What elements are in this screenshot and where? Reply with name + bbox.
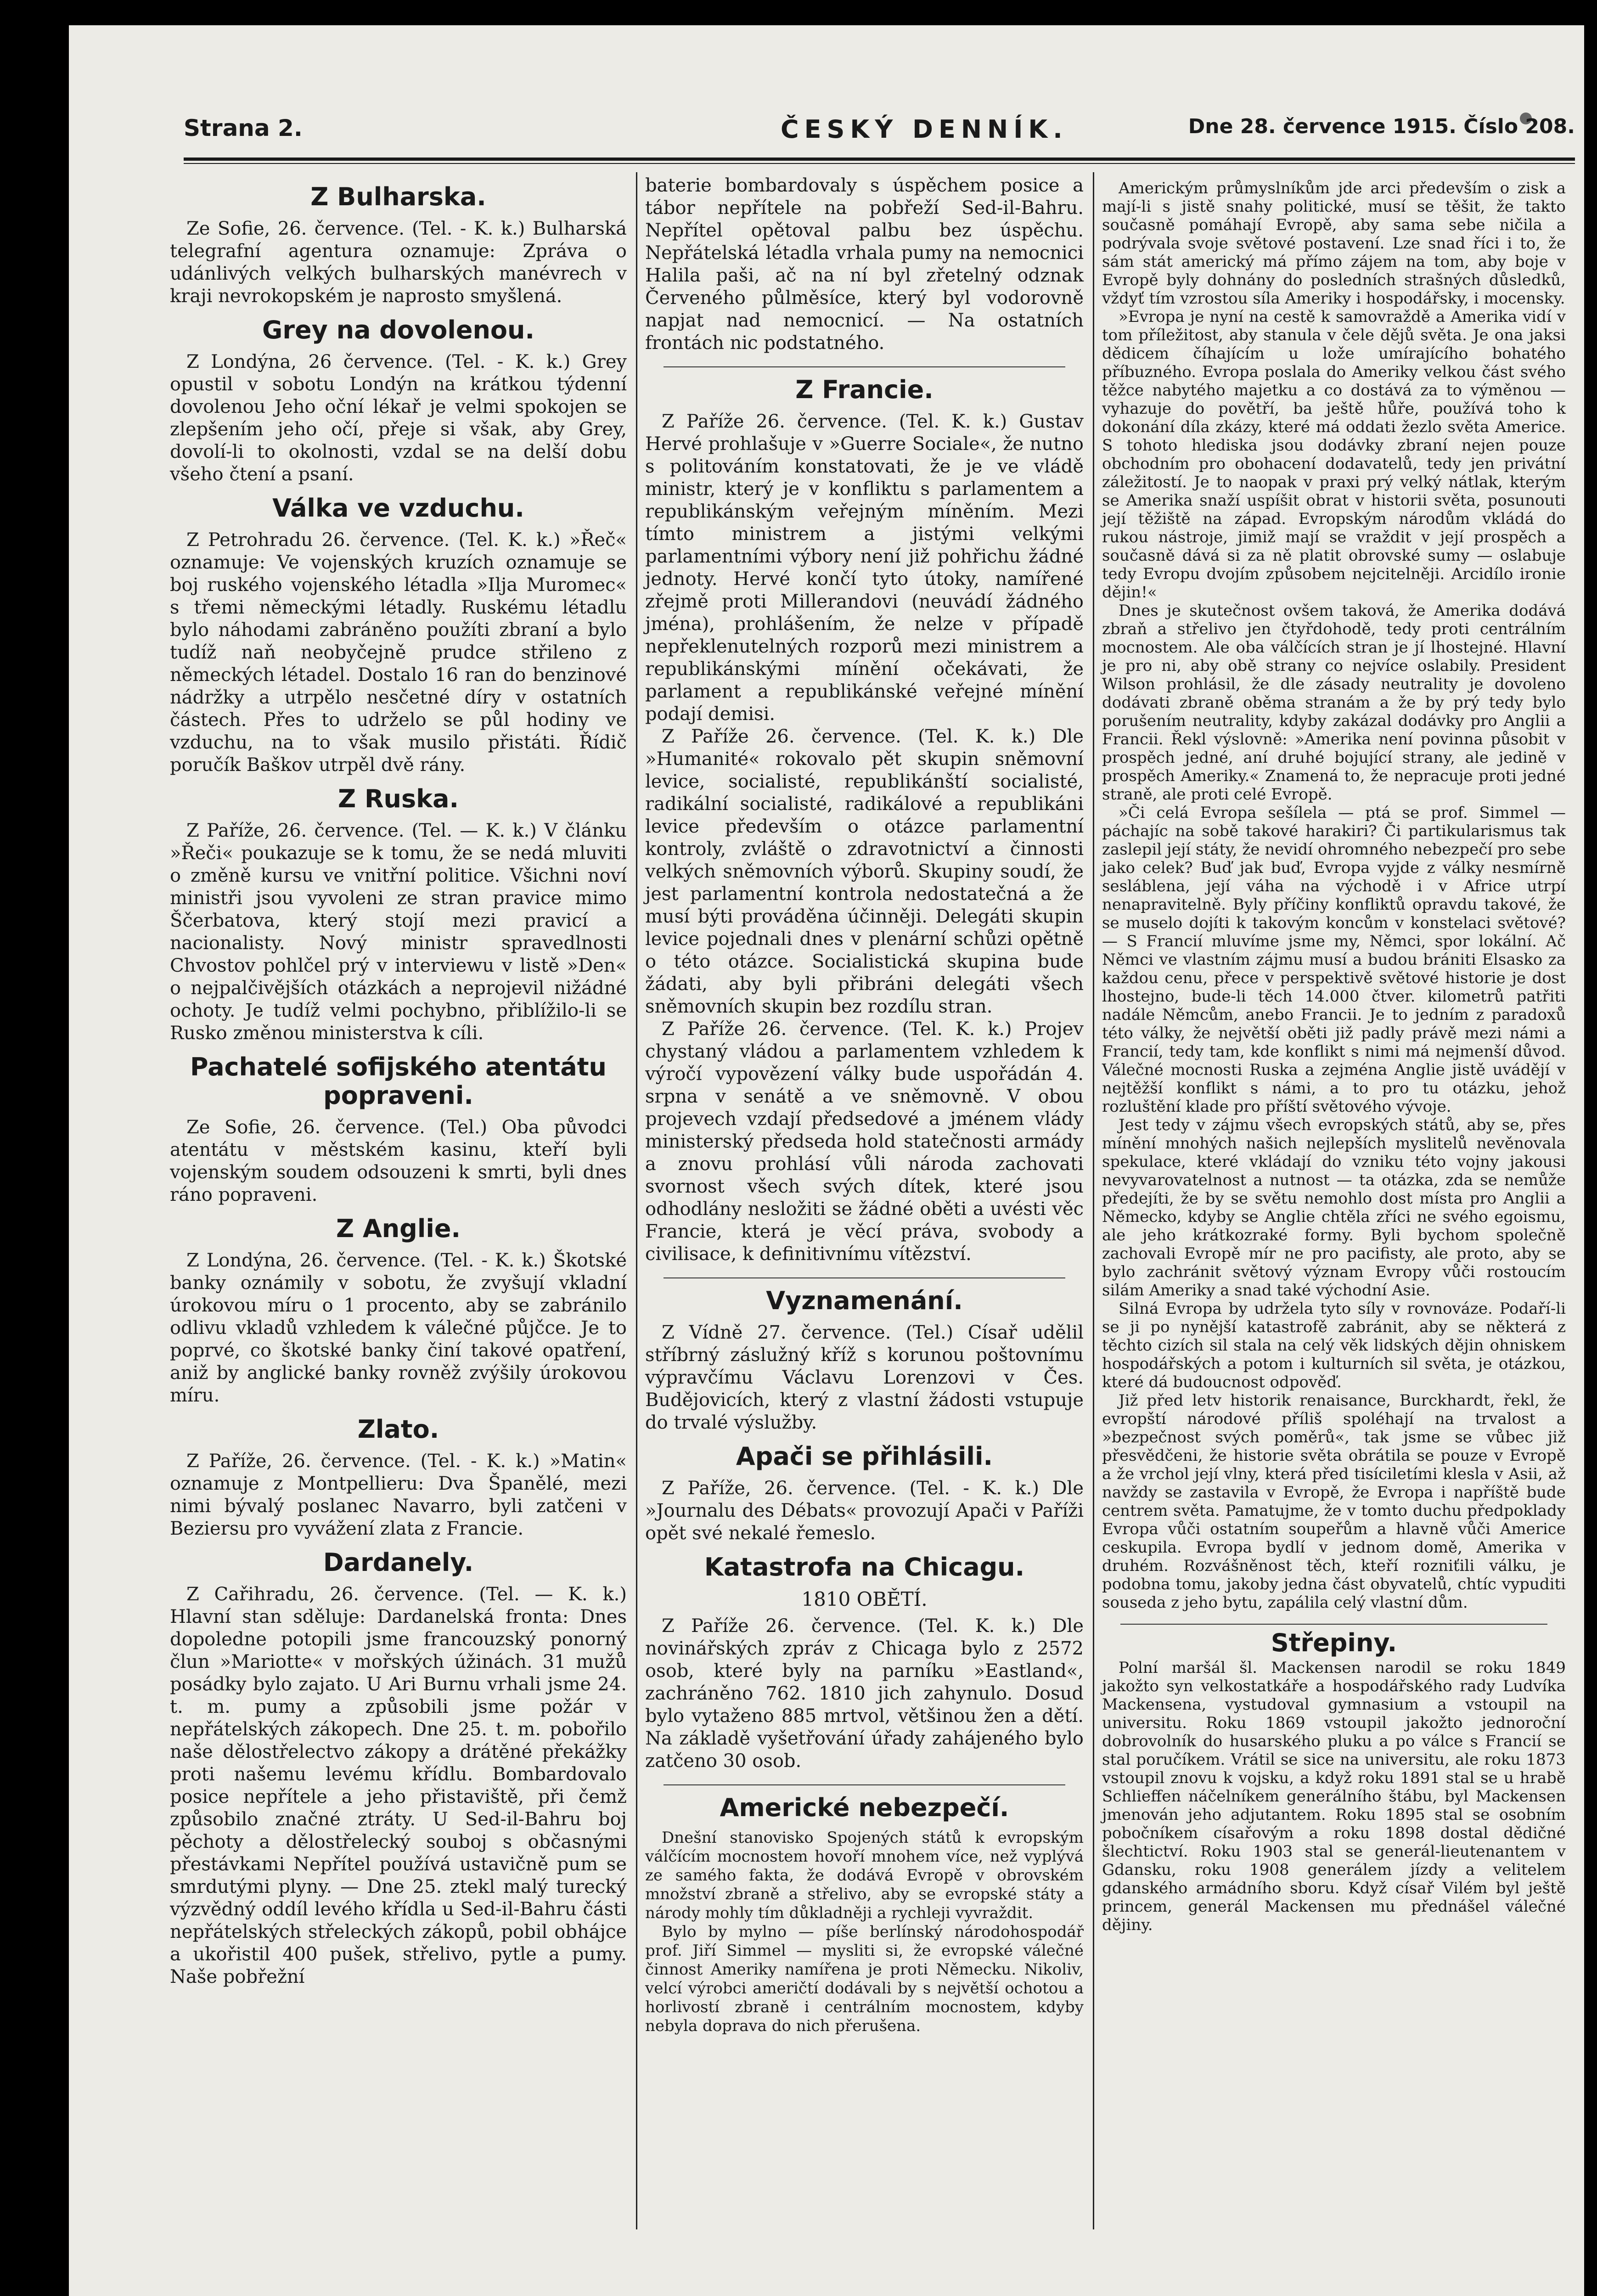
article-separator bbox=[664, 1784, 1065, 1785]
column-1 bbox=[170, 174, 627, 1988]
article-text: Z Cařihradu, 26. července. (Tel. — K. k.) Hlavní stan sděluje: Dardanelská fronta: Dnes dopoledne potopili jsme francouzský ponorný člun »Mariotte« v mořských úžinách. 31 mužů posádky bylo zajato. U Ari Burnu vrhali jsme 24. t. m. pumy a způsobili jsme požár v nepřátelských zákopech. Dne 25. t. m. pobořilo naše dělostřelectvo zákopy a drátěné překážky proti našemu levému křídlu. Bombardovalo posice nepřítele a jeho přistaviště, při čemž způsobilo značné ztráty. U Sed-il-Bahru boj pěchoty a dělostřelecký souboj s občasnými přestávkami Nepřítel používá ustavičně pum se smrdutými plyny. — Dne 25. ztekl malý turecký výzvědný oddíl levého křídla u Sed-il-Bahru části nepřátelských střeleckých zákopů, pobil obhájce a ukořistil 400 pušek, střelivo, pytle a pumy. Naše pobřežní bbox=[170, 1584, 627, 1987]
article-text: Ze Sofie, 26. července. (Tel. - K. k.) Bulharská telegrafní agentura oznamuje: Zpráva o udánlivých velkých bulharských manévrech v kraji nevrokopském je naprosto smyšlená. bbox=[170, 218, 627, 307]
header-rule bbox=[184, 158, 1575, 161]
article-text: Jest tedy v zájmu všech evropských států, aby se, přes mínění mnohých našich nejlepších myslitelů nevěnovala spekulace, které vkládají do vzniku této vojny jakousi nevyvarovatelnost a nutnost — ta otázka, zda se nemůže předejíti, že by se světu nemohlo dost místa pro Anglii a Německo, kdyby se Anglie chtěla zříci ne svého egoismu, ale jeho krátkozraké formy. Byli bychom společně zachovali Evropě mír ne pro pacifisty, ale proto, aby se bylo zachránit světový význam Evropy vůči rostoucím silám Ameriky a snad také východní Asie. bbox=[1102, 1116, 1566, 1300]
article-heading: Katastrofa na Chicagu. bbox=[704, 1553, 1025, 1581]
article-heading: Válka ve vzduchu. bbox=[272, 494, 524, 523]
article-text: Z Paříže 26. července. (Tel. K. k.) Dle novinářských zpráv z Chicaga bylo z 2572 osob, které byly na parníku »Eastland«, zachráněno 762. 1810 jich zahynulo. Dosud bylo vytaženo 885 mrtvol, většinou žen a dětí. Na základě vyšetřování úřady zahájeného bylo zatčeno 30 osob. bbox=[645, 1615, 1084, 1772]
article-separator bbox=[664, 366, 1065, 367]
article-subheading: 1810 OBĚTÍ. bbox=[801, 1588, 928, 1610]
article-heading: Z Anglie. bbox=[336, 1214, 461, 1243]
masthead-title: ČESKÝ DENNÍK. bbox=[781, 115, 1068, 144]
article-text: Z Vídně 27. července. (Tel.) Císař udělil stříbrný záslužný kříž s korunou poštovnímu výpravčímu Václavu Lorenzovi v Čes. Budějovicích, který z vlastní žádosti vstupuje do trvalé výslužby. bbox=[645, 1322, 1084, 1433]
article-text: Dnes je skutečnost ovšem taková, že Amerika dodává zbraň a střelivo jen čtyřdohodě, tedy proti centrálním mocnostem. Ale oba válčících stran je jí lhostejné. Hlavní je pro ni, aby obě strany co nejvíce oslabily. President Wilson prohlásil, že dle zásady neutrality je dovoleno dodávati zbraně oběma stranám a že by prý tedy bylo porušením neutrality, kdyby zakázal dodávky pro Anglii a Francii. Řekl výslovně: »Amerika není povinna působit v prospěch jedné, aní druhé bojující strany, ale jedině v prospěch Ameriky.« Znamená to, že nepracuje proti jedné straně, ale proti celé Evropě. bbox=[1102, 602, 1566, 804]
article-heading: Z Bulharska. bbox=[310, 182, 486, 211]
article-text: Z Londýna, 26. července. (Tel. - K. k.) Škotské banky oznámily v sobotu, že zvyšují vkladní úrokovou míru o 1 procento, aby se zabránilo odlivu vkladů vzhledem k válečné půjčce. Je to poprvé, co škotské banky činí takové opatření, aniž by anglické banky rovněž zvýšily úrokovou míru. bbox=[170, 1250, 627, 1406]
column-divider bbox=[636, 172, 637, 2229]
issue-date: Dne 28. července 1915. Číslo 208. bbox=[1188, 115, 1575, 138]
article-separator bbox=[664, 1277, 1065, 1278]
article-heading: Z Francie. bbox=[795, 375, 933, 404]
article-heading: Americké nebezpečí. bbox=[720, 1793, 1009, 1822]
newspaper-page bbox=[69, 25, 1584, 2296]
article-text: baterie bombardovaly s úspěchem posice a tábor nepřítele na pobřeží Sed-il-Bahru. Nepřítel opětoval palbu bez úspěchu. Nepřátelská létadla vrhala pumy na nemocnici Halila paši, ač na ní byl zřetelný odznak Červeného půlměsíce, který byl vodorovně napjat nad nemocnicí. — Na ostatních frontách nic podstatného. bbox=[645, 175, 1084, 354]
article-heading: Z Ruska. bbox=[338, 784, 459, 813]
article-text: Z Paříže 26. července. (Tel. K. k.) Projev chystaný vládou a parlamentem vzhledem k výročí vypovězení války bude uspořádán 4. srpna v senátě a ve sněmovně. V obou projevech vzdají předsedové a jménem vlády ministerský předseda hold statečnosti armády a znovu prohlásí vůli národa zachovati svornost všech svých dítek, které jsou odhodlány nesložiti se žádné oběti a uvésti věc Francie, která je věcí práva, svobody a civilisace, k definitivnímu vítězství. bbox=[645, 1019, 1084, 1265]
article-text: Z Paříže, 26. července. (Tel. - K. k.) Dle »Journalu des Débats« provozují Apači v Paříži opět své nekalé řemeslo. bbox=[645, 1478, 1084, 1544]
article-heading: Zlato. bbox=[357, 1415, 439, 1444]
page-number: Strana 2. bbox=[184, 115, 303, 141]
article-text: Ze Sofie, 26. července. (Tel.) Oba původci atentátu v městském kasinu, kteří byli vojenským soudem odsouzeni k smrti, byli dnes ráno popraveni. bbox=[170, 1117, 627, 1205]
article-text: Z Petrohradu 26. července. (Tel. K. k.) »Řeč« oznamuje: Ve vojenských kruzích oznamuje se boj ruského vojenského létadla »Ilja Muromec« s třemi německými létadly. Ruskému létadlu bylo náhodami zabráněno použíti zbraní a bylo tudíž naň neobyčejně prudce střileno z německých létadel. Dostalo 16 ran do benzinové nádržky a utrpělo nesčetné díry v ostatních částech. Přes to udrželo se půl hodiny ve vzduchu, na to však musilo přistáti. Řídič poručík Baškov utrpěl dvě rány. bbox=[170, 529, 627, 776]
article-text: Silná Evropa by udržela tyto síly v rovnováze. Podaří-li se ji po nynější katastrofě zabránit, aby se některá z těchto cizích sil stala na celý věk lidských dějin ohniskem hospodářských a potom i kulturních sil světa, je otázkou, které dá budoucnost odpověď. bbox=[1102, 1300, 1566, 1391]
article-text: Z Londýna, 26 července. (Tel. - K. k.) Grey opustil v sobotu Londýn na krátkou týdenní dovolenou Jeho oční lékař je velmi spokojen se zlepšením jeho očí, přeje si však, aby Grey, dovolí-li to okolnosti, vzdal se na delší dobu všeho čtení a psaní. bbox=[170, 351, 627, 485]
article-heading: Pachatelé sofijského atentátu popraveni. bbox=[190, 1052, 607, 1110]
article-separator bbox=[1120, 1624, 1547, 1625]
header-rule-thin bbox=[184, 163, 1575, 164]
article-text: »Evropa je nyní na cestě k samovraždě a Amerika vidí v tom příležitost, aby stanula v čele dějů světa. Je ona jaksi dědicem číhajícím u lože umírajícího bohatého příbuzného. Evropa poslala do Ameriky velkou část svého těžce nabytého majetku a co dostává za to výměnou — vyhazuje do povětří, ba ještě hůře, používá toho k dokonání díla zkázy, které má oddati žezlo světa Americe. S tohoto hlediska jsou dodávky zbraní nejen pouze obchodním pro obohacení dodavatelů, tedy jen privátní záležitostí. Je to naopak v praxi prý velký nátlak, kterým se Amerika snaží uspíšit obrat v historii světa, posunouti její těžiště na západ. Evropským národům vkládá do rukou nástroje, jimiž mají se vraždit v její prospěch a současně dává si za ně platit obrovské sumy — oslabuje tedy Evropu dvojím způsobem nejcitelněji. Arcidílo ironie dějin!« bbox=[1102, 308, 1566, 602]
article-text: Z Paříže, 26. července. (Tel. - K. k.) »Matin« oznamuje z Montpellieru: Dva Španělé, mezi nimi bývalý poslanec Navarro, byli zatčeni v Beziersu pro vyvážení zlata z Francie. bbox=[170, 1451, 627, 1539]
column-divider bbox=[1093, 172, 1094, 2229]
article-text: Z Paříže 26. července. (Tel. K. k.) Dle »Humanité« rokovalo pět skupin sněmovní levice, socialisté, republikánští socialisté, radikální socialisté, radikálové a republikáni levice především o otázce parlamentní kontroly, zvláště o zdravotnictví a činnosti velkých sněmovních výborů. Skupiny soudí, že jest parlamentní kontrola nedostatečná a že musí býti prováděna účinněji. Delegáti skupin levice pojednali dnes v plenární schůzi opětně o této otázce. Socialistická skupina bude žádati, aby byli přibráni delegáti všech sněmovních skupin bez rozdílu stran. bbox=[645, 726, 1084, 1017]
article-text: »Či celá Evropa sešílela — ptá se prof. Simmel — páchajíc na sobě takové harakiri? Či partikularismus tak zaslepil její státy, že nevidí ohromného nebezpečí pro sebe jako celek? Buď jak buď, Evropa vyjde z války nesmírně sesláblena, její váha na východě i v Africe utrpí nenapravitelně. Byly příčiny konfliktů opravdu takové, že se muselo dojíti k takovým koncům v konstelaci světové? — S Francií mluvíme jsme my, Němci, spor lokální. Ač Němci ve vlastním zájmu musí a budou brániti Elsasko za každou cenu, přece v perspektivě světové historie je dost lhostejno, bude-li těch 14.000 čtver. kilometrů patřiti nadále Němcům, anebo Francii. Je to jedním z paradoxů této války, že největší oběti již padly právě mezi námi a Francií, tedy tam, kde konflikt s nimi má nejmenší důvod. Válečné mocnosti Ruska a zejména Anglie jistě uvádějí v nejtěžší konflikt s námi, a to pro tu otázku, jehož rozluštění klade pro příští světového vývoje. bbox=[1102, 804, 1566, 1116]
article-text: Polní maršál šl. Mackensen narodil se roku 1849 jakožto syn velkostatkáře a hospodářského rady Ludvíka Mackensena, vystudoval gymnasium a vstoupil na universitu. Roku 1869 vstoupil jakožto jednoroční dobrovolník do husarského pluku a po válce s Francií se stal poručíkem. Vrátil se sice na universitu, ale roku 1873 vstoupil znovu k vojsku, a když roku 1891 stal se u hrabě Schlieffen náčelníkem generálního štábu, byl Mackensen jmenován jeho adjutantem. Roku 1895 stal se osobním pobočníkem císařovým a roku 1898 dostal dědičné šlechtictví. Roku 1903 stal se generál-lieutenantem v Gdansku, roku 1908 generálem jízdy a velitelem gdanského armádního sboru. Když císař Vilém byl ještě princem, generál Mackensen mu přednášel válečné dějiny. bbox=[1102, 1659, 1566, 1934]
article-heading: Vyznamenání. bbox=[766, 1286, 963, 1315]
article-heading: Grey na dovolenou. bbox=[262, 315, 534, 344]
article-heading: Dardanely. bbox=[323, 1548, 474, 1577]
article-text: Bylo by mylno — píše berlínský národohospodář prof. Jiří Simmel — mysliti si, že evropské válečné činnost Ameriky namířena je proti Německu. Nikoliv, velcí výrobci američtí dodávali by s největší ochotou a horlivostí zbraně i centrálním mocnostem, kdyby nebyla doprava do nich přerušena. bbox=[645, 1923, 1084, 2035]
article-text: Již před letv historik renaisance, Burckhardt, řekl, že evropští národové příliš spoléhají na trvalost a »bezpečnost svých poměrů«, tak jsme se vůbec již přesvědčeni, že historie světa obrátila se pouze v Evropě a že vrchol její vlny, která před tisíciletími klesla v Asii, až navždy se zastavila v Evropě, že Evropa i napříště bude centrem světa. Pamatujme, že v tomto duchu předpoklady Evropa vůči ostatním soupeřům a hlavně vůči Americe ceskupila. Evropa bydlí v jednom domě, Amerika v druhém. Rozvášněnost těch, kteří rozniťili válku, je podobna tomu, jakoby jedna část obyvatelů, chtíc vypuditi souseda z jeho bytu, zapálila celý vlastní dům. bbox=[1102, 1391, 1566, 1612]
page-header bbox=[184, 115, 1575, 152]
article-text: Americkým průmyslníkům jde arci především o zisk a mají-li s jistě snahy politické, musí se těšit, že takto současně pomáhají Evropě, aby sama sebe ničila a podrývala svoje světové postavení. Lze snad říci i to, že sám stát americký má přímo zájem na tom, aby boje v Evropě byly dohnány do posledních strašných důsledků, vždyť tím vzrostou síla Ameriky i hospodářsky, i mocensky. bbox=[1102, 179, 1566, 308]
article-text: Z Paříže, 26. července. (Tel. — K. k.) V článku »Řeči« poukazuje se k tomu, že se nedá mluviti o změně kursu ve vnitřní politice. Všichni noví ministři jsou vyvoleni ze stran pravice mimo Ščerbatova, který stojí mezi pravicí a nacionalisty. Nový ministr spravedlnosti Chvostov pohlčel prý v interviewu v listě »Den« o nejpalčivějších otázkách a neprojevil nižádné ochoty. Je tudíž velmi pochybno, přiblížilo-li se Rusko změnou ministerstva k cíli. bbox=[170, 820, 627, 1044]
column-2 bbox=[645, 174, 1084, 2036]
article-heading: Apači se přihlásili. bbox=[736, 1442, 993, 1471]
article-text: Dnešní stanovisko Spojených států k evropským válčícím mocnostem hovoří mnohem více, než vyplývá ze samého fakta, že dodává Evropě v obrovském množství zbraně a střelivo, aby se evropské státy a národy mohly tím důkladněji a rychleji vyvraždit. bbox=[645, 1829, 1084, 1922]
article-heading: Střepiny. bbox=[1271, 1628, 1397, 1657]
article-text: Z Paříže 26. července. (Tel. K. k.) Gustav Hervé prohlašuje v »Guerre Sociale«, že nutno s politováním konstatovati, že je ve vládě ministr, který je v konfliktu s parlamentem a republikánským veřejným míněním. Mezi tímto ministrem a jistými velkými parlamentními výbory není již pohřichu žádné jednoty. Hervé končí tyto útoky, namířené zřejmě proti Millerandovi (neuvádí žádného jména), prohlášením, že nelze v případě nepřeklenutelných rozporů mezi ministrem a republikánskými mínění očekávati, že parlament a republikánské veřejné mínění podají demisi. bbox=[645, 411, 1084, 725]
column-3 bbox=[1102, 179, 1566, 1934]
